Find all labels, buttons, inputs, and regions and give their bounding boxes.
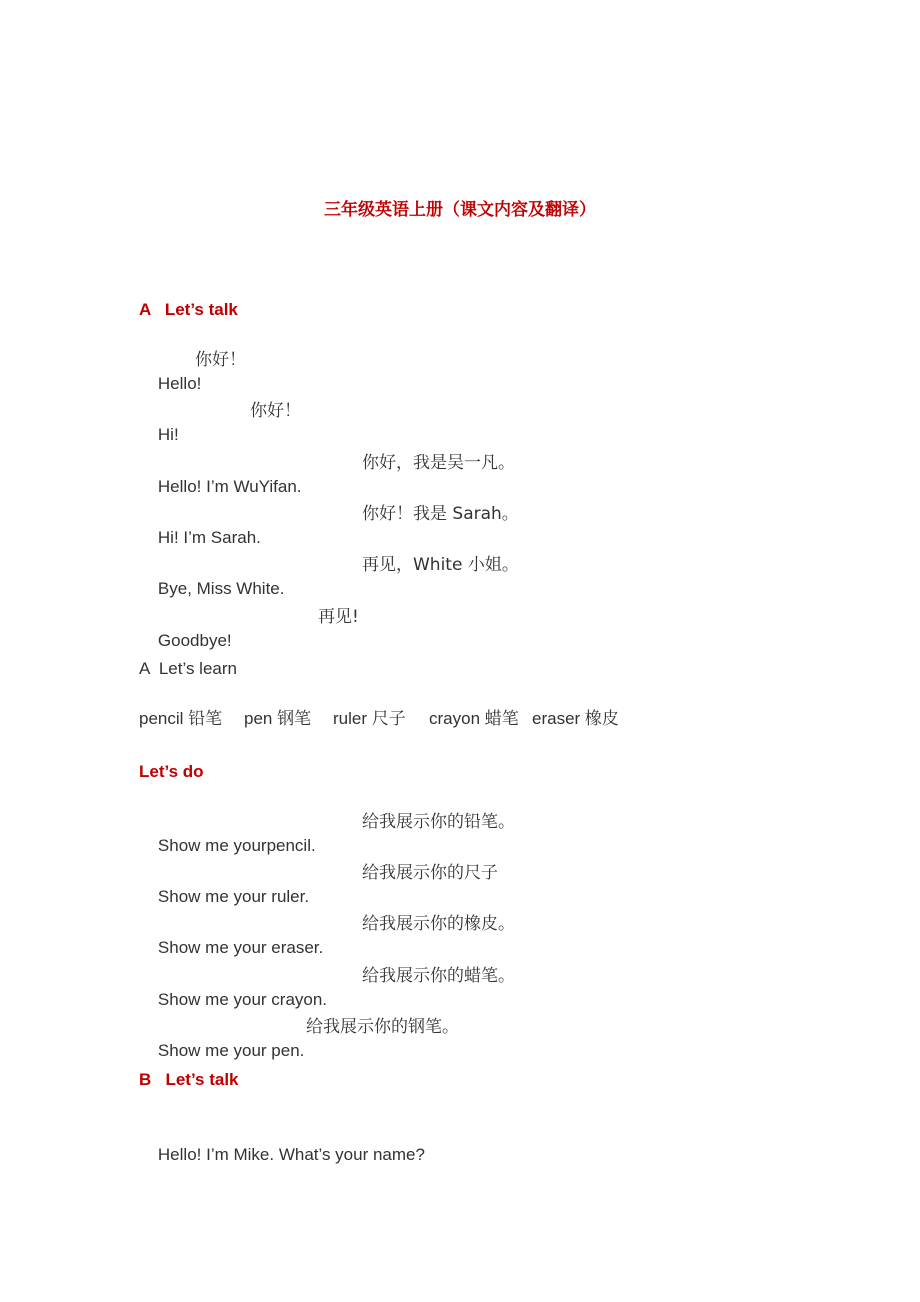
english-text: Show me yourpencil. [157, 836, 316, 855]
english-text: Bye, Miss White. [157, 579, 285, 598]
english-text: Hello! I’m Mike. What’s your name? [157, 1145, 425, 1164]
section-heading-a-talk: A Let’s talk [139, 300, 238, 319]
section-heading-a-do: Let’s do [139, 762, 204, 781]
chinese-translation: 给我展示你的钢笔。 [306, 1017, 459, 1037]
vocab-word: ruler 尺子 [333, 709, 406, 729]
english-text: Hello! I’m WuYifan. [157, 477, 302, 496]
english-text: Goodbye! [157, 631, 232, 650]
english-text: Show me your crayon. [157, 990, 328, 1009]
english-text: Hi! I’m Sarah. [157, 528, 261, 547]
chinese-translation: 给我展示你的蜡笔。 [362, 966, 515, 986]
page-title: 三年级英语上册（课文内容及翻译） [324, 200, 596, 220]
chinese-translation: 给我展示你的铅笔。 [362, 812, 515, 832]
chinese-translation: 给我展示你的尺子 [362, 863, 498, 883]
english-text: Show me your pen. [157, 1041, 305, 1060]
english-text: Hi! [157, 425, 179, 444]
chinese-translation: 你好，我是吴一凡。 [362, 453, 515, 473]
chinese-translation: 你好！我是 Sarah。 [362, 504, 519, 524]
dialogue-line [139, 1119, 425, 1191]
section-heading-a-learn: A Let’s learn [139, 659, 237, 678]
vocab-word: pen 钢笔 [244, 709, 312, 729]
vocab-word: eraser 橡皮 [532, 709, 619, 729]
section-heading-b-talk: B Let’s talk [139, 1070, 239, 1089]
chinese-translation: 你好！ [195, 350, 246, 370]
english-text: Hello! [157, 374, 202, 393]
dialogue-line [139, 605, 359, 701]
english-text: Show me your eraser. [157, 938, 324, 957]
vocab-word: crayon 蜡笔 [429, 709, 519, 729]
chinese-translation: 给我展示你的橡皮。 [362, 914, 515, 934]
chinese-translation: 你好！ [250, 401, 301, 421]
english-text: Show me your ruler. [157, 887, 310, 906]
chinese-translation: 再见，White 小姐。 [362, 555, 519, 575]
vocab-word: pencil 铅笔 [139, 709, 223, 729]
chinese-translation: 再见! [318, 607, 359, 627]
dialogue-line [139, 1015, 459, 1111]
